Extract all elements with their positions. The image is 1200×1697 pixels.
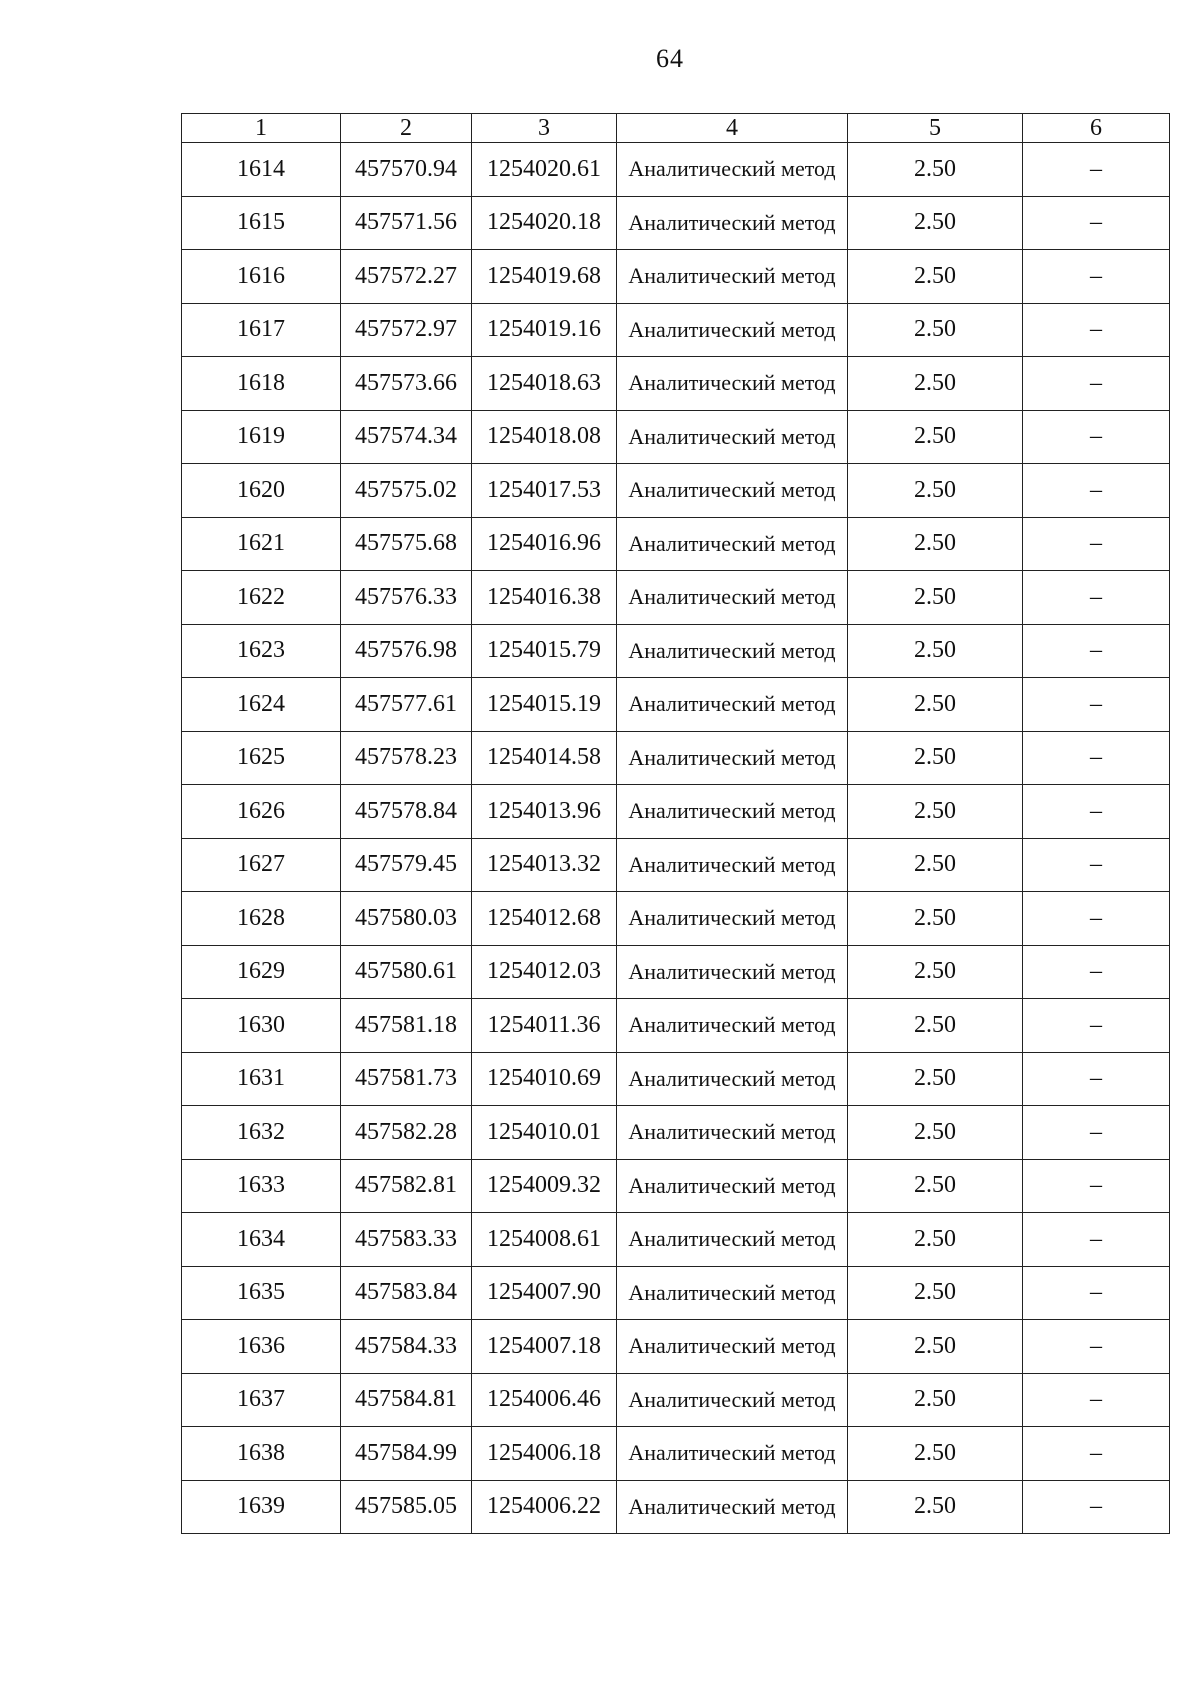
y-coordinate-cell: 1254017.53 [472,464,617,518]
table-row [182,1106,1170,1160]
y-coordinate-cell: 1254016.96 [472,517,617,571]
y-coordinate-cell: 1254015.79 [472,624,617,678]
y-coordinate-cell: 1254013.96 [472,785,617,839]
accuracy-cell: 2.50 [848,303,1023,357]
table-row [182,1213,1170,1267]
column-header: 2 [341,114,472,143]
accuracy-cell: 2.50 [848,1320,1023,1374]
x-coordinate-cell: 457576.98 [341,624,472,678]
method-cell: Аналитический метод [617,1427,848,1481]
table-row [182,1052,1170,1106]
accuracy-cell: 2.50 [848,571,1023,625]
accuracy-cell: 2.50 [848,410,1023,464]
point-number-cell: 1624 [182,678,341,732]
y-coordinate-cell: 1254016.38 [472,571,617,625]
x-coordinate-cell: 457581.18 [341,999,472,1053]
y-coordinate-cell: 1254018.08 [472,410,617,464]
point-number-cell: 1619 [182,410,341,464]
point-number-cell: 1633 [182,1159,341,1213]
table-row [182,1266,1170,1320]
accuracy-cell: 2.50 [848,250,1023,304]
accuracy-cell: 2.50 [848,1266,1023,1320]
table-row [182,892,1170,946]
x-coordinate-cell: 457573.66 [341,357,472,411]
y-coordinate-cell: 1254014.58 [472,731,617,785]
accuracy-cell: 2.50 [848,1480,1023,1534]
accuracy-cell: 2.50 [848,1106,1023,1160]
table-row [182,1320,1170,1374]
x-coordinate-cell: 457572.97 [341,303,472,357]
description-cell: – [1023,1427,1170,1481]
x-coordinate-cell: 457583.33 [341,1213,472,1267]
point-number-cell: 1629 [182,945,341,999]
method-cell: Аналитический метод [617,785,848,839]
table-row [182,357,1170,411]
method-cell: Аналитический метод [617,1159,848,1213]
x-coordinate-cell: 457572.27 [341,250,472,304]
y-coordinate-cell: 1254015.19 [472,678,617,732]
point-number-cell: 1638 [182,1427,341,1481]
description-cell: – [1023,303,1170,357]
accuracy-cell: 2.50 [848,196,1023,250]
description-cell: – [1023,250,1170,304]
method-cell: Аналитический метод [617,571,848,625]
method-cell: Аналитический метод [617,892,848,946]
y-coordinate-cell: 1254008.61 [472,1213,617,1267]
table-row [182,143,1170,197]
y-coordinate-cell: 1254018.63 [472,357,617,411]
x-coordinate-cell: 457574.34 [341,410,472,464]
table-row [182,303,1170,357]
column-header: 6 [1023,114,1170,143]
point-number-cell: 1635 [182,1266,341,1320]
point-number-cell: 1628 [182,892,341,946]
x-coordinate-cell: 457575.68 [341,517,472,571]
description-cell: – [1023,1266,1170,1320]
point-number-cell: 1625 [182,731,341,785]
point-number-cell: 1636 [182,1320,341,1374]
accuracy-cell: 2.50 [848,624,1023,678]
point-number-cell: 1637 [182,1373,341,1427]
x-coordinate-cell: 457578.84 [341,785,472,839]
method-cell: Аналитический метод [617,999,848,1053]
point-number-cell: 1614 [182,143,341,197]
point-number-cell: 1623 [182,624,341,678]
description-cell: – [1023,678,1170,732]
description-cell: – [1023,464,1170,518]
description-cell: – [1023,143,1170,197]
table-row [182,624,1170,678]
x-coordinate-cell: 457576.33 [341,571,472,625]
table-header-row [182,114,1170,143]
point-number-cell: 1622 [182,571,341,625]
description-cell: – [1023,945,1170,999]
table-row [182,731,1170,785]
coordinates-table [181,113,1170,1534]
y-coordinate-cell: 1254009.32 [472,1159,617,1213]
table-row [182,1373,1170,1427]
table-row [182,517,1170,571]
y-coordinate-cell: 1254019.16 [472,303,617,357]
description-cell: – [1023,1320,1170,1374]
x-coordinate-cell: 457571.56 [341,196,472,250]
y-coordinate-cell: 1254020.61 [472,143,617,197]
x-coordinate-cell: 457577.61 [341,678,472,732]
y-coordinate-cell: 1254011.36 [472,999,617,1053]
y-coordinate-cell: 1254010.69 [472,1052,617,1106]
accuracy-cell: 2.50 [848,1213,1023,1267]
x-coordinate-cell: 457579.45 [341,838,472,892]
table-row [182,464,1170,518]
table-row [182,785,1170,839]
point-number-cell: 1639 [182,1480,341,1534]
method-cell: Аналитический метод [617,1052,848,1106]
method-cell: Аналитический метод [617,945,848,999]
table-row [182,571,1170,625]
table-body [182,143,1170,1534]
description-cell: – [1023,410,1170,464]
y-coordinate-cell: 1254012.68 [472,892,617,946]
x-coordinate-cell: 457580.03 [341,892,472,946]
x-coordinate-cell: 457580.61 [341,945,472,999]
x-coordinate-cell: 457583.84 [341,1266,472,1320]
page-number: 64 [656,44,684,73]
x-coordinate-cell: 457585.05 [341,1480,472,1534]
method-cell: Аналитический метод [617,517,848,571]
table-row [182,1159,1170,1213]
description-cell: – [1023,785,1170,839]
point-number-cell: 1617 [182,303,341,357]
description-cell: – [1023,571,1170,625]
y-coordinate-cell: 1254006.22 [472,1480,617,1534]
method-cell: Аналитический метод [617,678,848,732]
accuracy-cell: 2.50 [848,999,1023,1053]
method-cell: Аналитический метод [617,1106,848,1160]
point-number-cell: 1616 [182,250,341,304]
description-cell: – [1023,1373,1170,1427]
column-header: 4 [617,114,848,143]
description-cell: – [1023,892,1170,946]
y-coordinate-cell: 1254012.03 [472,945,617,999]
method-cell: Аналитический метод [617,410,848,464]
method-cell: Аналитический метод [617,464,848,518]
accuracy-cell: 2.50 [848,517,1023,571]
table-row [182,999,1170,1053]
method-cell: Аналитический метод [617,1266,848,1320]
point-number-cell: 1634 [182,1213,341,1267]
description-cell: – [1023,624,1170,678]
accuracy-cell: 2.50 [848,945,1023,999]
description-cell: – [1023,1213,1170,1267]
description-cell: – [1023,999,1170,1053]
accuracy-cell: 2.50 [848,731,1023,785]
x-coordinate-cell: 457575.02 [341,464,472,518]
table-row [182,838,1170,892]
y-coordinate-cell: 1254006.18 [472,1427,617,1481]
accuracy-cell: 2.50 [848,357,1023,411]
description-cell: – [1023,1480,1170,1534]
method-cell: Аналитический метод [617,1213,848,1267]
method-cell: Аналитический метод [617,196,848,250]
method-cell: Аналитический метод [617,1373,848,1427]
accuracy-cell: 2.50 [848,892,1023,946]
method-cell: Аналитический метод [617,731,848,785]
point-number-cell: 1618 [182,357,341,411]
accuracy-cell: 2.50 [848,1159,1023,1213]
method-cell: Аналитический метод [617,624,848,678]
point-number-cell: 1620 [182,464,341,518]
column-header: 3 [472,114,617,143]
table-row [182,1427,1170,1481]
method-cell: Аналитический метод [617,250,848,304]
accuracy-cell: 2.50 [848,678,1023,732]
method-cell: Аналитический метод [617,357,848,411]
table-row [182,678,1170,732]
x-coordinate-cell: 457584.33 [341,1320,472,1374]
table-row [182,1480,1170,1534]
table-row [182,410,1170,464]
x-coordinate-cell: 457582.81 [341,1159,472,1213]
point-number-cell: 1615 [182,196,341,250]
description-cell: – [1023,1106,1170,1160]
description-cell: – [1023,196,1170,250]
method-cell: Аналитический метод [617,838,848,892]
x-coordinate-cell: 457581.73 [341,1052,472,1106]
x-coordinate-cell: 457584.99 [341,1427,472,1481]
description-cell: – [1023,1052,1170,1106]
x-coordinate-cell: 457570.94 [341,143,472,197]
point-number-cell: 1626 [182,785,341,839]
point-number-cell: 1632 [182,1106,341,1160]
method-cell: Аналитический метод [617,143,848,197]
accuracy-cell: 2.50 [848,143,1023,197]
table-row [182,196,1170,250]
y-coordinate-cell: 1254010.01 [472,1106,617,1160]
table-row [182,250,1170,304]
y-coordinate-cell: 1254019.68 [472,250,617,304]
y-coordinate-cell: 1254013.32 [472,838,617,892]
column-header: 1 [182,114,341,143]
accuracy-cell: 2.50 [848,1427,1023,1481]
description-cell: – [1023,517,1170,571]
description-cell: – [1023,1159,1170,1213]
accuracy-cell: 2.50 [848,1052,1023,1106]
description-cell: – [1023,838,1170,892]
y-coordinate-cell: 1254007.18 [472,1320,617,1374]
point-number-cell: 1627 [182,838,341,892]
accuracy-cell: 2.50 [848,1373,1023,1427]
table-row [182,945,1170,999]
point-number-cell: 1621 [182,517,341,571]
accuracy-cell: 2.50 [848,785,1023,839]
method-cell: Аналитический метод [617,1480,848,1534]
method-cell: Аналитический метод [617,303,848,357]
description-cell: – [1023,357,1170,411]
x-coordinate-cell: 457584.81 [341,1373,472,1427]
y-coordinate-cell: 1254007.90 [472,1266,617,1320]
point-number-cell: 1631 [182,1052,341,1106]
accuracy-cell: 2.50 [848,464,1023,518]
method-cell: Аналитический метод [617,1320,848,1374]
description-cell: – [1023,731,1170,785]
x-coordinate-cell: 457578.23 [341,731,472,785]
column-header: 5 [848,114,1023,143]
y-coordinate-cell: 1254006.46 [472,1373,617,1427]
x-coordinate-cell: 457582.28 [341,1106,472,1160]
y-coordinate-cell: 1254020.18 [472,196,617,250]
point-number-cell: 1630 [182,999,341,1053]
accuracy-cell: 2.50 [848,838,1023,892]
